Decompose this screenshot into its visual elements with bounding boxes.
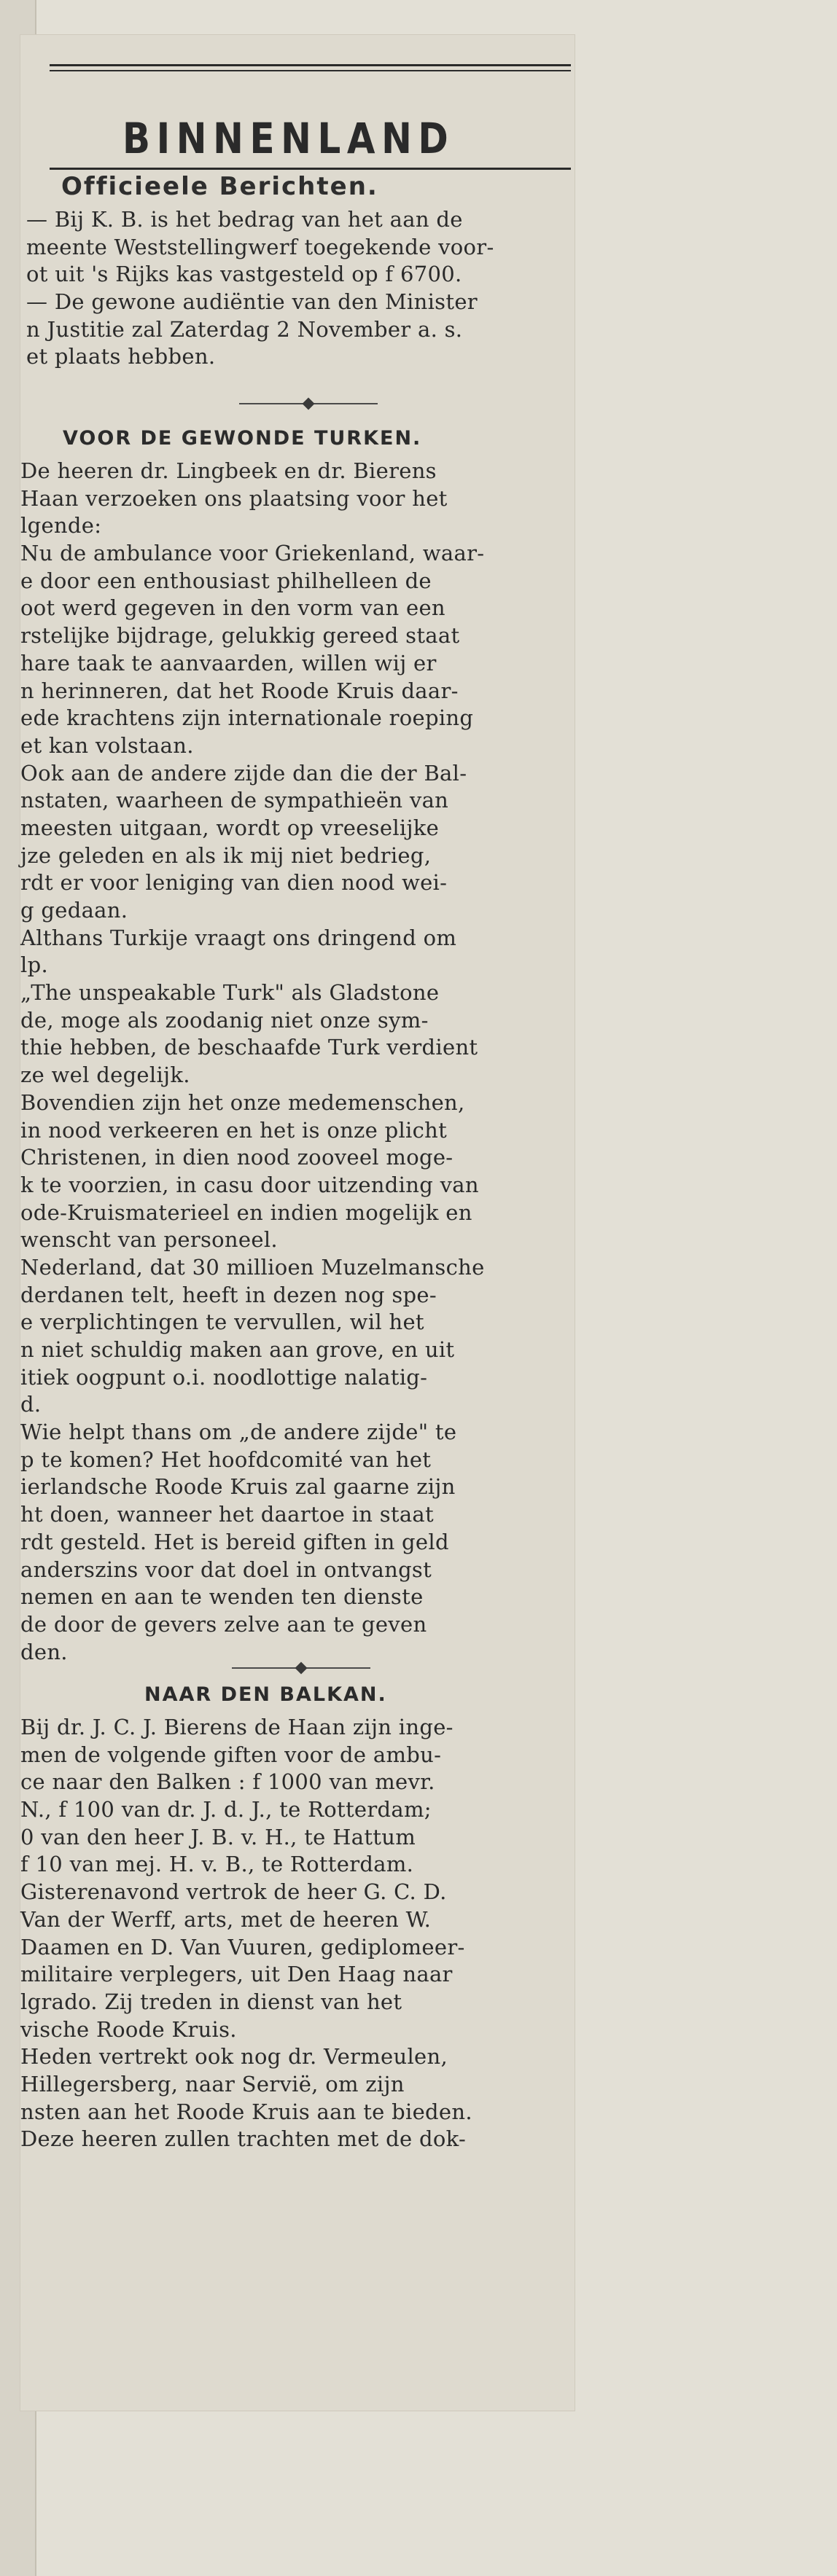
text-line: Van der Werff, arts, met de heeren W. (20, 1906, 432, 1932)
text-line: ot uit 's Rijks kas vastgesteld op f 6700. (26, 262, 462, 287)
section-divider (232, 1667, 370, 1669)
text-line: jze geleden en als ik mij niet bedrieg, (20, 842, 432, 868)
text-line: in nood verkeeren en het is onze plicht (20, 1117, 448, 1143)
text-line: n Justitie zal Zaterdag 2 November a. s. (26, 316, 463, 342)
text-line: d. (20, 1392, 42, 1417)
masthead-top-rule (50, 64, 571, 66)
masthead-top-rule-2 (50, 70, 571, 71)
text-line: — De gewone audiëntie van den Minister (26, 289, 478, 315)
text-line: e door een enthousiast philhelleen de (20, 568, 432, 593)
text-line: rdt gesteld. Het is bereid giften in geld (20, 1529, 449, 1554)
text-line: p te komen? Het hoofdcomité van het (20, 1446, 432, 1472)
text-line: nsten aan het Roode Kruis aan te bieden. (20, 2099, 472, 2124)
text-line: De heeren dr. Lingbeek en dr. Bierens (20, 458, 437, 483)
text-line: rstelijke bijdrage, gelukkig gereed staat (20, 623, 460, 649)
text-line: nstaten, waarheen de sympathieën van (20, 788, 449, 813)
text-line: de, moge als zoodanig niet onze sym- (20, 1007, 429, 1033)
text-line: Gisterenavond vertrok de heer G. C. D. (20, 1879, 447, 1905)
text-line: lp. (20, 952, 48, 978)
text-line: men de volgende giften voor de ambu- (20, 1742, 442, 1767)
text-line: 0 van den heer J. B. v. H., te Hattum (20, 1824, 416, 1849)
gewonde-turken-text (20, 458, 485, 1666)
text-line: lgrado. Zij treden in dienst van het (20, 1989, 402, 2014)
masthead-bottom-rule (50, 168, 571, 170)
text-line: Nederland, dat 30 millioen Muzelmansche (20, 1254, 485, 1280)
text-line: hare taak te aanvaarden, willen wij er (20, 650, 437, 676)
section-heading-officieele-berichten: Officieele Berichten. (61, 172, 378, 201)
text-line: Haan verzoeken ons plaatsing voor het (20, 485, 448, 511)
text-line: derdanen telt, heeft in dezen nog spe- (20, 1282, 437, 1307)
text-line: Daamen en D. Van Vuuren, gediplomeer- (20, 1934, 465, 1960)
text-line: ce naar den Balken : f 1000 van mevr. (20, 1769, 435, 1795)
text-line: n niet schuldig maken aan grove, en uit (20, 1337, 455, 1362)
text-line: Althans Turkije vraagt ons dringend om (20, 925, 457, 950)
text-line: ze wel degelijk. (20, 1062, 190, 1088)
text-line: oot werd gegeven in den vorm van een (20, 595, 445, 621)
text-line: Bovendien zijn het onze medemenschen, (20, 1089, 465, 1115)
text-line: ierlandsche Roode Kruis zal gaarne zijn (20, 1474, 456, 1500)
naar-den-balkan-text (20, 1714, 472, 2153)
text-line: N., f 100 van dr. J. d. J., te Rotterdam; (20, 1797, 432, 1823)
text-line: Heden vertrekt ook nog dr. Vermeulen, (20, 2044, 448, 2070)
text-line: Ook aan de andere zijde dan die der Bal- (20, 760, 467, 786)
text-line: nemen en aan te wenden ten dienste (20, 1584, 424, 1610)
text-line: Christenen, in dien nood zooveel moge- (20, 1145, 453, 1170)
text-line: k te voorzien, in casu door uitzending van (20, 1172, 479, 1197)
text-line: g gedaan. (20, 898, 128, 923)
text-line: de door de gevers zelve aan te geven (20, 1611, 427, 1637)
text-line: anderszins voor dat doel in ontvangst (20, 1557, 432, 1582)
text-line: vische Roode Kruis. (20, 2016, 237, 2042)
section-divider (239, 403, 378, 404)
text-line: lgende: (20, 513, 102, 539)
text-line: ede krachtens zijn internationale roeping (20, 705, 474, 731)
officieele-berichten-text (26, 206, 494, 371)
text-line: thie hebben, de beschaafde Turk verdient (20, 1035, 478, 1060)
masthead-title: BINNENLAND (122, 114, 455, 163)
text-line: militaire verplegers, uit Den Haag naar (20, 1962, 453, 1987)
text-line: — Bij K. B. is het bedrag van het aan de (26, 207, 463, 232)
text-line: Wie helpt thans om „de andere zijde" te (20, 1420, 457, 1445)
text-line: rdt er voor leniging van dien nood wei- (20, 870, 448, 896)
text-line: meente Weststellingwerf toegekende voor- (26, 234, 494, 259)
text-line: et plaats hebben. (26, 344, 216, 369)
text-line: Hillegersberg, naar Servië, om zijn (20, 2071, 405, 2097)
newspaper-clipping (20, 35, 575, 2411)
text-line: f 10 van mej. H. v. B., te Rotterdam. (20, 1852, 414, 1877)
text-line: n herinneren, dat het Roode Kruis daar- (20, 678, 459, 703)
section-heading-naar-den-balkan: NAAR DEN BALKAN. (144, 1683, 387, 1706)
text-line: ode-Kruismaterieel en indien mogelijk en (20, 1199, 472, 1225)
text-line: meesten uitgaan, wordt op vreeselijke (20, 815, 440, 840)
text-line: Nu de ambulance voor Griekenland, waar- (20, 541, 485, 566)
text-line: „The unspeakable Turk" als Gladstone (20, 980, 440, 1006)
text-line: e verplichtingen te vervullen, wil het (20, 1309, 424, 1335)
text-line: ht doen, wanneer het daartoe in staat (20, 1502, 434, 1527)
text-line: Deze heeren zullen trachten met de dok- (20, 2126, 467, 2152)
text-line: wenscht van personeel. (20, 1227, 278, 1253)
section-heading-gewonde-turken: VOOR DE GEWONDE TURKEN. (63, 427, 422, 450)
text-line: den. (20, 1639, 68, 1664)
text-line: itiek oogpunt o.i. noodlottige nalatig- (20, 1364, 428, 1390)
text-line: et kan volstaan. (20, 732, 194, 758)
text-line: Bij dr. J. C. J. Bierens de Haan zijn inge- (20, 1715, 453, 1739)
